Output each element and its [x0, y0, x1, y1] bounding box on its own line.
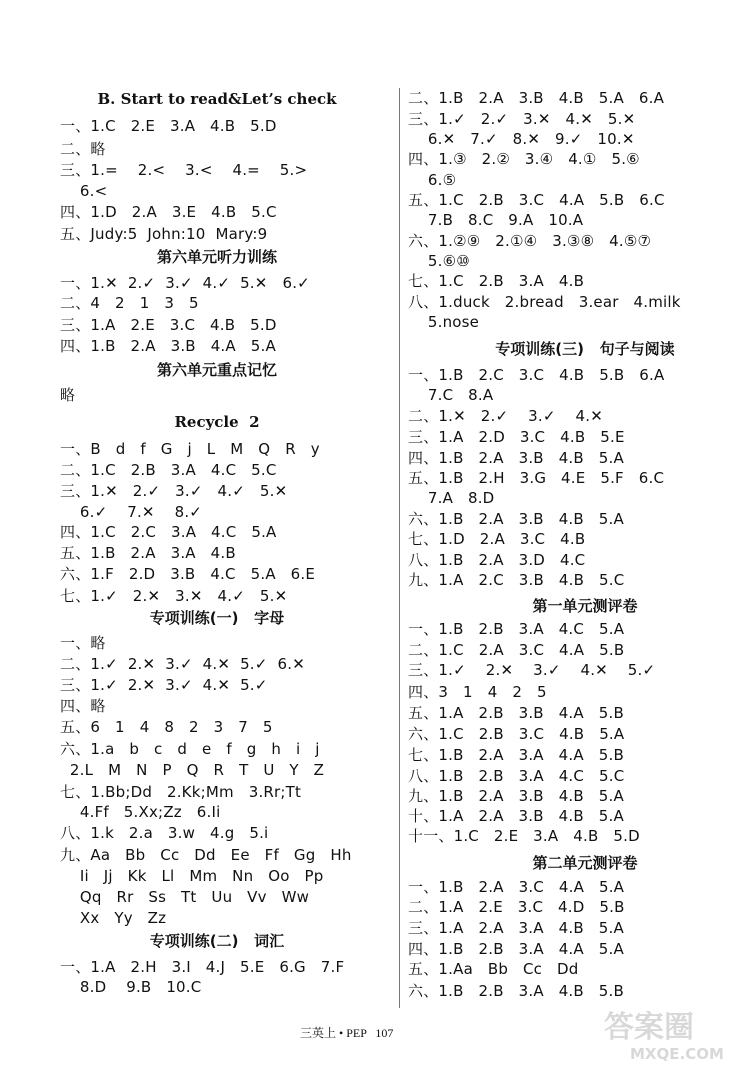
- answer-line: 四、1.C 2.C 3.A 4.C 5.A: [60, 523, 277, 541]
- answer-line: 四、略: [60, 697, 106, 715]
- answer-line: 五、1.Aa Bb Cc Dd: [408, 960, 579, 978]
- answer-line: Qq Rr Ss Tt Uu Vv Ww: [60, 888, 310, 906]
- answer-line: 八、1.duck 2.bread 3.ear 4.milk: [408, 293, 681, 311]
- answer-line: 7.B 8.C 9.A 10.A: [408, 211, 584, 229]
- answer-line: 三、1.✓ 2.✕ 3.✓ 4.✕ 5.✓: [60, 676, 268, 694]
- answer-line: 三、1.✓ 2.✕ 3.✓ 4.✕ 5.✓: [408, 661, 656, 679]
- section-heading: 专项训练(二) 词汇: [149, 932, 285, 950]
- answer-line: 二、1.✓ 2.✕ 3.✓ 4.✕ 5.✓ 6.✕: [60, 655, 305, 673]
- answer-line: 二、略: [60, 140, 106, 158]
- section-heading: B. Start to read&Let’s check: [97, 90, 337, 108]
- answer-line: 八、1.B 2.A 3.D 4.C: [408, 551, 586, 569]
- answer-line: 一、1.A 2.H 3.I 4.J 5.E 6.G 7.F: [60, 958, 345, 976]
- answer-line: 九、1.A 2.C 3.B 4.B 5.C: [408, 571, 625, 589]
- answer-line: 七、1.D 2.A 3.C 4.B: [408, 530, 586, 548]
- answer-line: 7.C 8.A: [408, 386, 494, 404]
- answer-line: 三、1.A 2.D 3.C 4.B 5.E: [408, 428, 625, 446]
- answer-line: Ii Jj Kk Ll Mm Nn Oo Pp: [60, 867, 324, 885]
- section-heading: 第六单元听力训练: [156, 248, 277, 266]
- answer-line: 五、Judy:5 John:10 Mary:9: [60, 225, 268, 243]
- watermark-subtext: MXQE.COM: [630, 1045, 724, 1063]
- answer-line: 七、1.C 2.B 3.A 4.B: [408, 272, 585, 290]
- answer-line: 三、1.✕ 2.✓ 3.✓ 4.✓ 5.✕: [60, 482, 288, 500]
- answer-line: 六、1.C 2.B 3.C 4.B 5.A: [408, 725, 625, 743]
- answer-line: 四、1.B 2.A 3.B 4.B 5.A: [408, 449, 624, 467]
- answer-line: 六、1.②⑨ 2.①④ 3.③⑧ 4.⑤⑦: [408, 232, 652, 250]
- watermark-text: 答案圈: [604, 1010, 694, 1045]
- answer-line: 四、1.③ 2.② 3.④ 4.① 5.⑥: [408, 150, 640, 168]
- answer-line: 三、1.A 2.A 3.A 4.B 5.A: [408, 919, 624, 937]
- answer-line: 十、1.A 2.A 3.B 4.B 5.A: [408, 807, 624, 825]
- section-heading: 专项训练(一) 字母: [149, 609, 285, 627]
- section-heading: 专项训练(三) 句子与阅读: [495, 340, 675, 358]
- answer-line: 4.Ff 5.Xx;Zz 6.Ii: [60, 803, 221, 821]
- section-heading: 第二单元测评卷: [532, 854, 638, 872]
- section-heading: 第一单元测评卷: [532, 597, 638, 615]
- answer-line: 六、1.B 2.A 3.B 4.B 5.A: [408, 510, 624, 528]
- answer-line: 十一、1.C 2.E 3.A 4.B 5.D: [408, 827, 640, 845]
- answer-line: 六、1.B 2.B 3.A 4.B 5.B: [408, 982, 624, 1000]
- answer-line: 四、1.B 2.A 3.B 4.A 5.A: [60, 337, 276, 355]
- answer-line: 七、1.✓ 2.✕ 3.✕ 4.✓ 5.✕: [60, 587, 288, 605]
- answer-line: 九、1.B 2.A 3.B 4.B 5.A: [408, 787, 624, 805]
- answer-line: 二、4 2 1 3 5: [60, 294, 199, 312]
- answer-line: 略: [60, 386, 76, 404]
- answer-line: 四、1.D 2.A 3.E 4.B 5.C: [60, 203, 277, 221]
- answer-line: 五、1.B 2.H 3.G 4.E 5.F 6.C: [408, 469, 665, 487]
- answer-line: 5.⑥⑩: [408, 252, 470, 270]
- answer-line: 九、Aa Bb Cc Dd Ee Ff Gg Hh: [60, 846, 352, 864]
- answer-line: 八、1.k 2.a 3.w 4.g 5.i: [60, 824, 269, 842]
- answer-line: 五、1.B 2.A 3.A 4.B: [60, 544, 236, 562]
- answer-line: 五、1.C 2.B 3.C 4.A 5.B 6.C: [408, 191, 665, 209]
- section-heading: Recycle 2: [174, 413, 260, 431]
- answer-line: 5.nose: [408, 313, 480, 331]
- page-footer: 三英上 • PEP 107: [300, 1026, 394, 1040]
- answer-line: 八、1.B 2.B 3.A 4.C 5.C: [408, 767, 625, 785]
- answer-line: 6.⑤: [408, 171, 457, 189]
- answer-line: 一、1.B 2.C 3.C 4.B 5.B 6.A: [408, 366, 665, 384]
- watermark-logo: [600, 1003, 745, 1063]
- answer-line: 二、1.✕ 2.✓ 3.✓ 4.✕: [408, 407, 603, 425]
- answer-line: 二、1.B 2.A 3.B 4.B 5.A 6.A: [408, 89, 665, 107]
- answer-line: 七、1.B 2.A 3.A 4.A 5.B: [408, 746, 624, 764]
- answer-line: 七、1.Bb;Dd 2.Kk;Mm 3.Rr;Tt: [60, 783, 302, 801]
- answer-line: 一、1.B 2.B 3.A 4.C 5.A: [408, 620, 625, 638]
- answer-line: 二、1.A 2.E 3.C 4.D 5.B: [408, 898, 625, 916]
- answer-line: 二、1.C 2.B 3.A 4.C 5.C: [60, 461, 277, 479]
- answer-line: 三、1.A 2.E 3.C 4.B 5.D: [60, 316, 277, 334]
- answer-line: 2.L M N P Q R T U Y Z: [60, 761, 325, 779]
- answer-line: 6.✓ 7.✕ 8.✓: [60, 503, 203, 521]
- column-divider: [399, 88, 400, 1008]
- answer-line: 6.✕ 7.✓ 8.✕ 9.✓ 10.✕: [408, 130, 635, 148]
- answer-line: 三、1.= 2.< 3.< 4.= 5.>: [60, 161, 308, 179]
- answer-line: 8.D 9.B 10.C: [60, 978, 202, 996]
- answer-line: 三、1.✓ 2.✓ 3.✕ 4.✕ 5.✕: [408, 110, 636, 128]
- answer-line: 四、3 1 4 2 5: [408, 683, 547, 701]
- answer-line: 二、1.C 2.A 3.C 4.A 5.B: [408, 641, 625, 659]
- answer-line: 一、1.✕ 2.✓ 3.✓ 4.✓ 5.✕ 6.✓: [60, 274, 310, 292]
- answer-line: 六、1.F 2.D 3.B 4.C 5.A 6.E: [60, 565, 316, 583]
- answer-line: 一、1.C 2.E 3.A 4.B 5.D: [60, 117, 277, 135]
- answer-line: 一、B d f G j L M Q R y: [60, 440, 320, 458]
- answer-line: 六、1.a b c d e f g h i j: [60, 740, 320, 758]
- section-heading: 第六单元重点记忆: [156, 361, 277, 379]
- answer-line: 五、1.A 2.B 3.B 4.A 5.B: [408, 704, 624, 722]
- answer-line: 7.A 8.D: [408, 489, 495, 507]
- answer-line: Xx Yy Zz: [60, 909, 167, 927]
- answer-line: 6.<: [60, 182, 108, 200]
- answer-line: 一、1.B 2.A 3.C 4.A 5.A: [408, 878, 625, 896]
- answer-line: 四、1.B 2.B 3.A 4.A 5.A: [408, 940, 624, 958]
- answer-line: 一、略: [60, 634, 106, 652]
- answer-line: 五、6 1 4 8 2 3 7 5: [60, 718, 273, 736]
